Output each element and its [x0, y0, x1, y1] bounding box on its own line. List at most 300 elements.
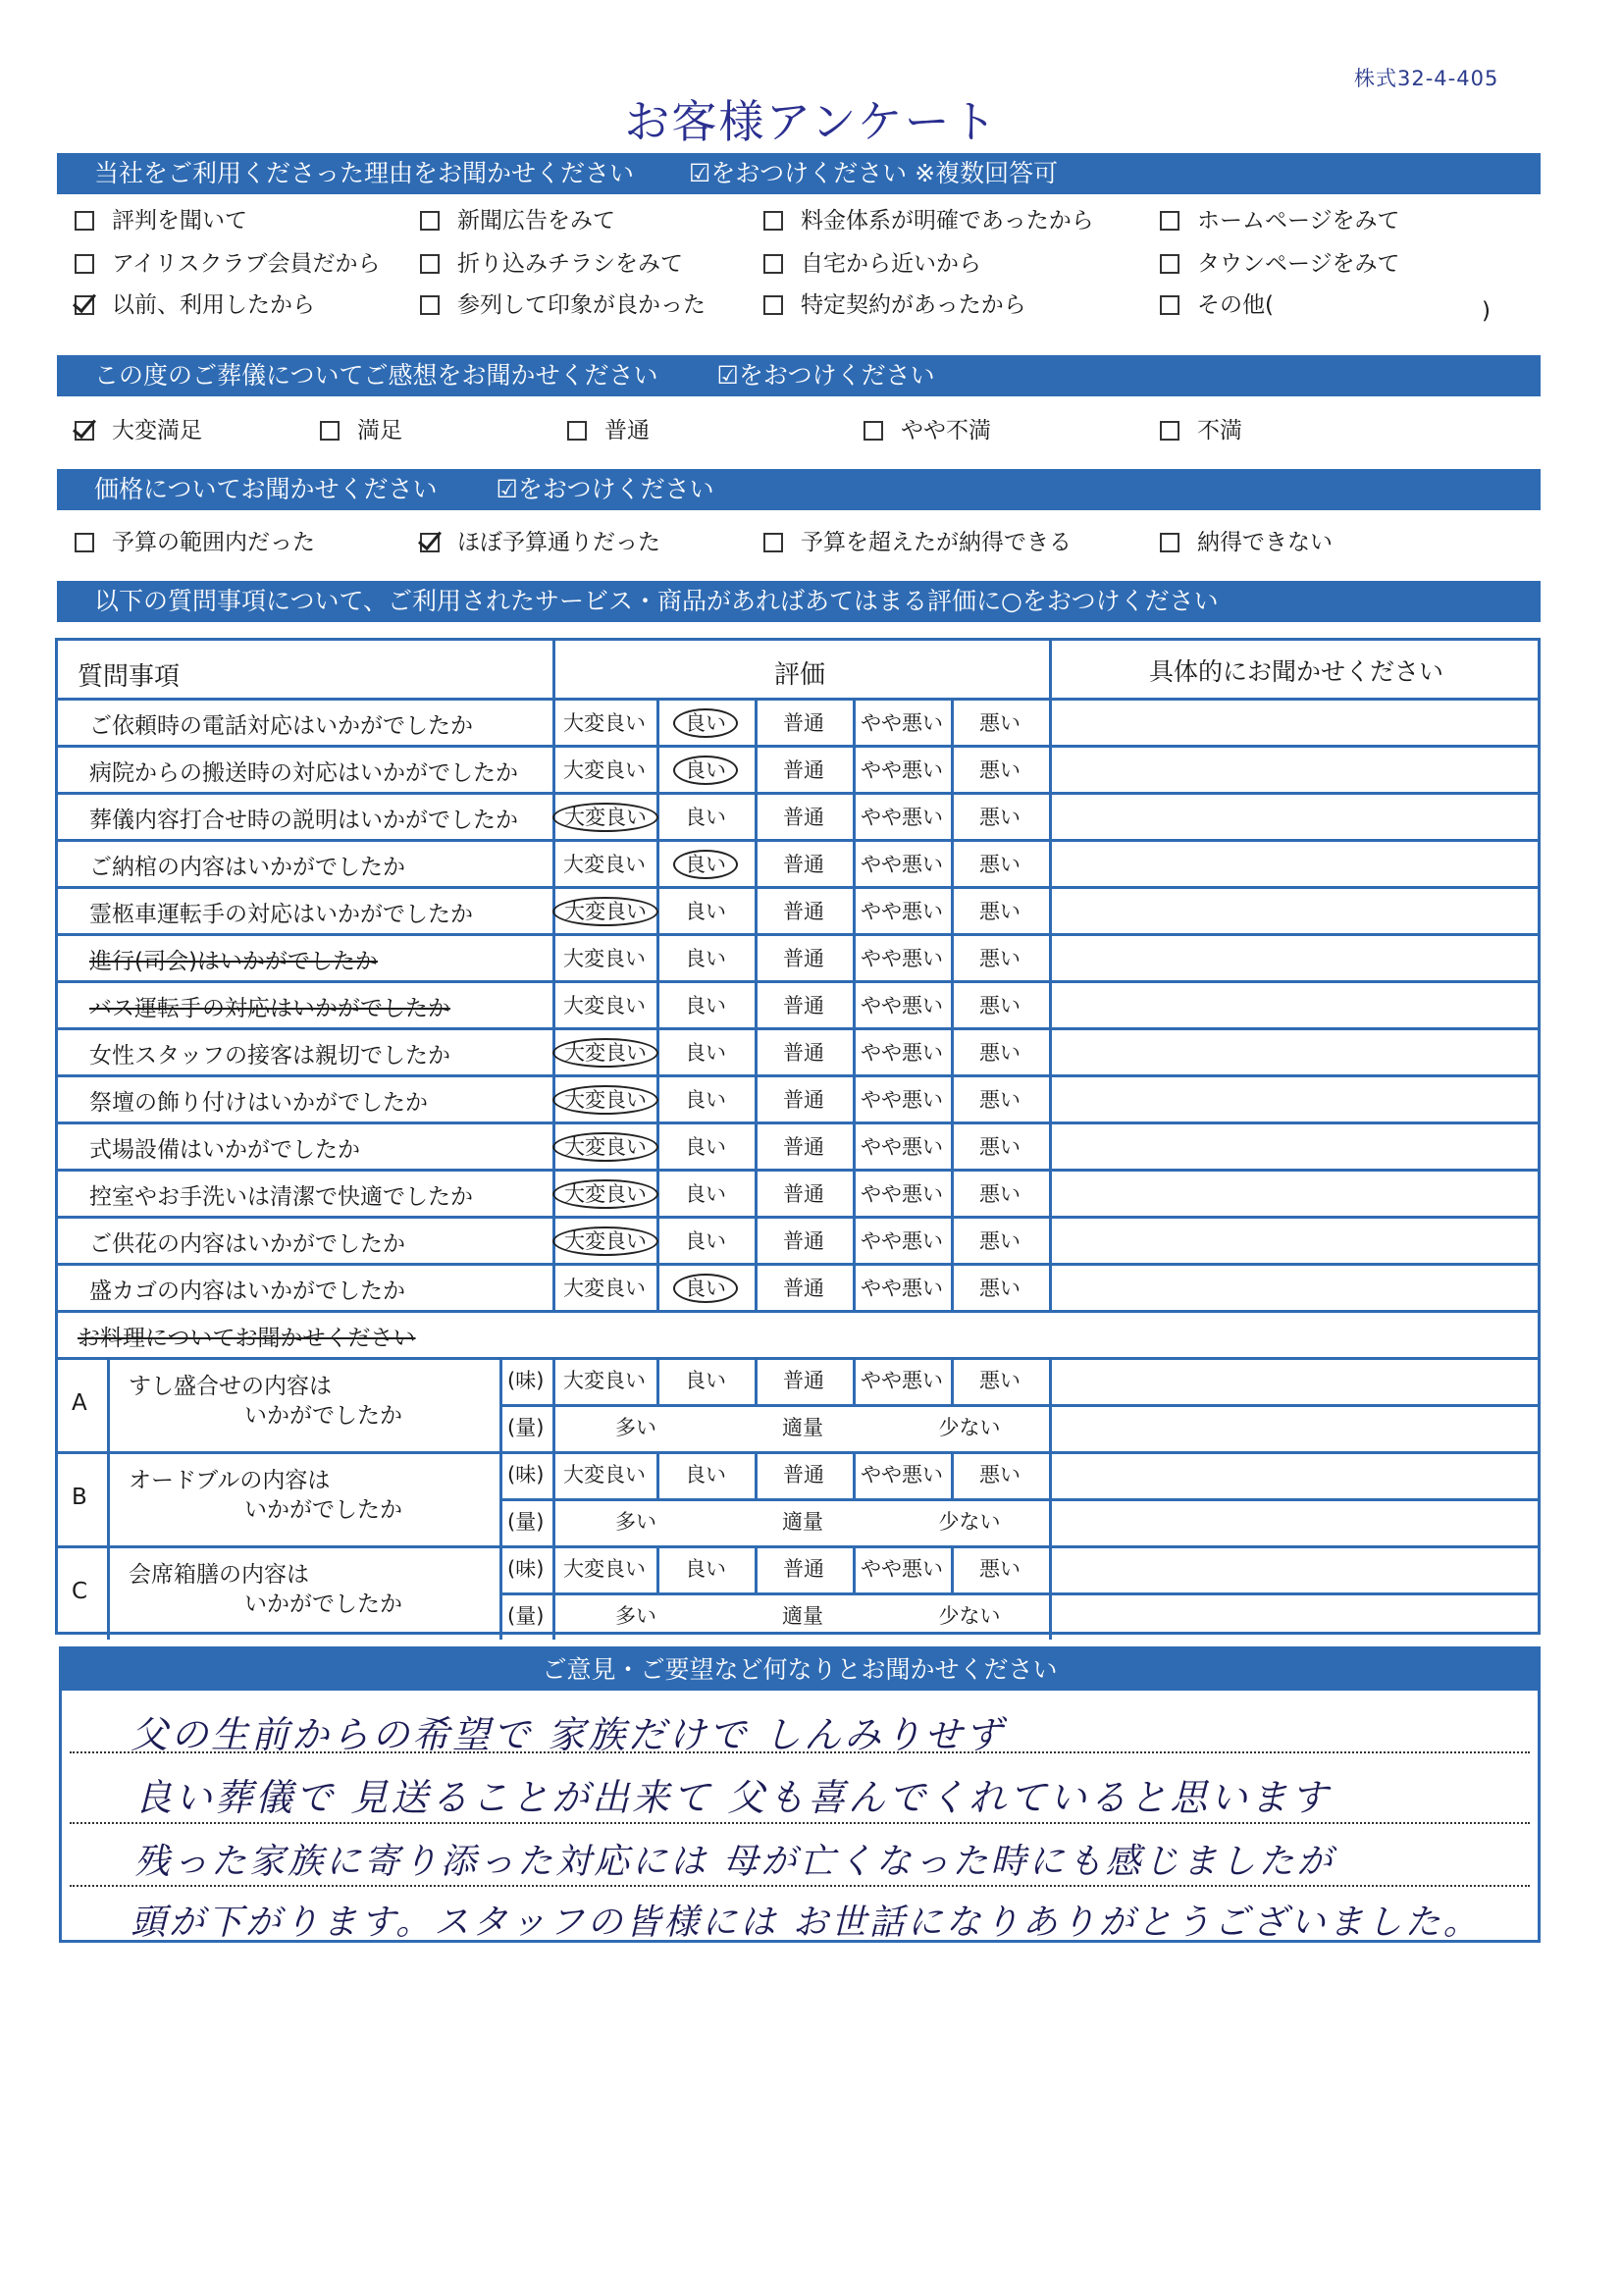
food-question: オードブルの内容は	[129, 1468, 331, 1493]
rating-cell[interactable]	[853, 802, 951, 831]
rating-option[interactable]: やや悪い	[861, 1277, 943, 1300]
rating-cell[interactable]	[853, 1273, 951, 1302]
impression-option[interactable]	[1160, 416, 1242, 445]
rating-cell[interactable]	[656, 896, 755, 925]
rating-cell[interactable]	[951, 802, 1049, 831]
question-text: 進行(司会)はいかがでしたか	[89, 949, 378, 974]
rating-cell[interactable]	[755, 896, 853, 925]
rating-option[interactable]: 悪い	[979, 1229, 1021, 1253]
rating-cell[interactable]	[853, 1084, 951, 1114]
rating-cell[interactable]	[552, 896, 656, 925]
checkbox[interactable]	[75, 254, 94, 274]
rating-cell[interactable]	[755, 943, 853, 972]
table-rule	[499, 1498, 1538, 1501]
rating-cell[interactable]	[951, 707, 1049, 737]
checkbox-label: やや不満	[901, 418, 991, 444]
table-rule	[1049, 641, 1052, 1310]
table-rule	[58, 1216, 1538, 1219]
services-header-text: 以下の質問事項について、ご利用されたサービス・商品があればあてはまる評価に○をおつけください	[94, 587, 1219, 615]
rating-cell[interactable]	[552, 802, 656, 831]
food-letter: C	[72, 1579, 88, 1604]
checkbox[interactable]	[864, 421, 883, 441]
rating-cell[interactable]	[853, 1178, 951, 1208]
rating-cell[interactable]	[552, 849, 656, 878]
rating-cell[interactable]	[755, 849, 853, 878]
table-rule	[499, 1357, 502, 1640]
taste-option[interactable]: 大変良い	[563, 1463, 646, 1487]
rating-cell[interactable]	[552, 990, 656, 1019]
rating-option[interactable]: 悪い	[979, 853, 1021, 876]
table-rule	[107, 1357, 110, 1640]
rating-option[interactable]: 良い	[685, 806, 726, 829]
reason-option[interactable]	[1160, 290, 1274, 320]
table-rule	[58, 1357, 1538, 1360]
checkbox[interactable]	[763, 533, 783, 552]
rating-cell[interactable]	[656, 1226, 755, 1255]
table-rule	[58, 1310, 1538, 1313]
rating-cell[interactable]	[853, 1226, 951, 1255]
taste-option[interactable]: 良い	[685, 1369, 726, 1392]
services-header	[57, 581, 1541, 622]
rating-option[interactable]: やや悪い	[861, 900, 943, 923]
rating-option[interactable]: 普通	[783, 1088, 824, 1112]
checkbox-label: その他(	[1197, 292, 1274, 318]
checkbox-label: 納得できない	[1197, 530, 1333, 555]
rating-option[interactable]: 普通	[783, 1277, 824, 1300]
price-option[interactable]	[75, 528, 315, 557]
question-text: 控室やお手洗いは清潔で快適でしたか	[89, 1184, 473, 1210]
question-text: ご依頼時の電話対応はいかがでしたか	[89, 713, 473, 739]
rating-cell[interactable]	[853, 896, 951, 925]
checkbox-label: 評判を聞いて	[112, 208, 247, 234]
rating-option[interactable]: 大変良い	[552, 1179, 658, 1209]
food-letter: A	[72, 1390, 87, 1416]
taste-option[interactable]: 普通	[783, 1463, 824, 1487]
rating-option[interactable]: 大変良い	[563, 711, 646, 735]
question-text: 祭壇の飾り付けはいかがでしたか	[89, 1090, 428, 1116]
price-option[interactable]	[1160, 528, 1333, 557]
table-rule	[58, 1263, 1538, 1266]
checkbox[interactable]	[1160, 421, 1179, 441]
taste-option[interactable]: 悪い	[979, 1463, 1021, 1487]
table-rule	[853, 1545, 856, 1592]
checkbox[interactable]	[420, 295, 440, 315]
checkbox[interactable]	[567, 421, 587, 441]
checkbox-label: 普通	[604, 418, 650, 444]
taste-tag: (味)	[507, 1557, 545, 1581]
food-question-cont: いかがでしたか	[244, 1592, 402, 1617]
rating-option[interactable]: 悪い	[979, 1041, 1021, 1065]
food-question: すし盛合せの内容は	[129, 1374, 332, 1399]
rating-cell[interactable]	[951, 990, 1049, 1019]
price-note: ☑をおつけください	[496, 475, 714, 503]
reason-option[interactable]	[75, 290, 315, 320]
impression-header-text: この度のご葬儀についてご感想をお聞かせください	[94, 361, 658, 390]
checkbox-label: 料金体系が明確であったから	[801, 208, 1094, 234]
table-rule	[58, 1169, 1538, 1172]
reason-option[interactable]	[420, 206, 615, 235]
checkbox-label: 特定契約があったから	[801, 292, 1026, 318]
impression-option[interactable]	[567, 416, 650, 445]
rating-option[interactable]: 良い	[685, 994, 726, 1018]
price-header-text: 価格についてお聞かせください	[94, 475, 438, 503]
checkbox-checked[interactable]	[75, 295, 94, 315]
rating-option[interactable]: 良い	[685, 947, 726, 970]
amount-option[interactable]: 少ない	[938, 1416, 1001, 1439]
table-rule	[58, 839, 1538, 842]
reason-option[interactable]	[763, 249, 981, 279]
reasons-note: ☑をおつけください ※複数回答可	[689, 159, 1059, 187]
rating-cell[interactable]	[656, 1273, 755, 1302]
amount-option[interactable]: 少ない	[938, 1604, 1001, 1628]
checkbox[interactable]	[420, 254, 440, 274]
rating-cell[interactable]	[755, 990, 853, 1019]
rating-cell[interactable]	[656, 990, 755, 1019]
rating-option[interactable]: 普通	[783, 1135, 824, 1159]
rating-cell[interactable]	[656, 802, 755, 831]
checkbox-checked[interactable]	[420, 533, 440, 552]
taste-option[interactable]: 普通	[783, 1557, 824, 1581]
question-text: ご供花の内容はいかがでしたか	[89, 1231, 405, 1257]
rating-cell[interactable]	[951, 896, 1049, 925]
rating-cell[interactable]	[951, 943, 1049, 972]
rating-cell[interactable]	[656, 849, 755, 878]
rating-cell[interactable]	[951, 1273, 1049, 1302]
rating-cell[interactable]	[755, 707, 853, 737]
checkbox-label: 予算を超えたが納得できる	[801, 530, 1072, 555]
table-rule	[853, 1357, 856, 1404]
rating-option[interactable]: 良い	[685, 900, 726, 923]
table-rule	[552, 1357, 555, 1640]
impression-note: ☑をおつけください	[716, 361, 935, 390]
rating-option[interactable]: 大変良い	[552, 803, 658, 832]
reason-option[interactable]	[420, 249, 683, 279]
rating-option[interactable]: 普通	[783, 1041, 824, 1065]
amount-tag: (量)	[507, 1510, 545, 1534]
rating-option[interactable]: 良い	[685, 1088, 726, 1112]
comment-rule	[70, 1885, 1530, 1887]
rating-cell[interactable]	[853, 849, 951, 878]
checkbox[interactable]	[420, 211, 440, 231]
rating-option[interactable]: 悪い	[979, 994, 1021, 1018]
rating-cell[interactable]	[656, 1131, 755, 1161]
table-rule	[58, 1122, 1538, 1124]
table-rule	[58, 792, 1538, 795]
rating-cell[interactable]	[951, 1084, 1049, 1114]
checkbox-label: ホームページをみて	[1197, 208, 1400, 234]
table-rule	[1049, 1357, 1052, 1640]
question-text: 盛カゴの内容はいかがでしたか	[89, 1278, 405, 1304]
table-rule	[951, 1451, 954, 1498]
table-rule	[853, 1451, 856, 1498]
rating-option[interactable]: やや悪い	[861, 1135, 943, 1159]
rating-option[interactable]: 良い	[673, 708, 738, 738]
food-question-cont: いかがでしたか	[244, 1497, 402, 1523]
question-text: 女性スタッフの接客は親切でしたか	[89, 1043, 450, 1069]
food-letter: B	[72, 1485, 87, 1510]
checkbox[interactable]	[1160, 254, 1179, 274]
rating-option[interactable]: やや悪い	[861, 1229, 943, 1253]
rating-cell[interactable]	[552, 1273, 656, 1302]
checkbox[interactable]	[1160, 211, 1179, 231]
rating-option[interactable]: 良い	[685, 1135, 726, 1159]
rating-option[interactable]: 大変良い	[552, 1226, 658, 1256]
checkbox-checked[interactable]	[75, 421, 94, 441]
rating-option[interactable]: 普通	[783, 806, 824, 829]
table-rule	[58, 1451, 1538, 1454]
rating-cell[interactable]	[656, 1084, 755, 1114]
other-close-paren: )	[1482, 298, 1491, 324]
reason-option[interactable]	[75, 206, 247, 235]
rating-cell[interactable]	[853, 755, 951, 784]
table-rule	[656, 1545, 659, 1592]
rating-cell[interactable]	[552, 707, 656, 737]
rating-option[interactable]: 良い	[673, 850, 738, 879]
reason-option[interactable]	[75, 249, 380, 279]
food-question-cont: いかがでしたか	[244, 1403, 402, 1429]
checkbox-label: ほぼ予算通りだった	[457, 530, 660, 555]
rating-cell[interactable]	[853, 1037, 951, 1067]
comment-line-4: 頭が下がります。スタッフの皆様には お世話になりありがとうございました。	[131, 1903, 1482, 1943]
rating-cell[interactable]	[951, 849, 1049, 878]
amount-option[interactable]: 多い	[615, 1416, 656, 1439]
rating-option[interactable]: 良い	[673, 756, 738, 785]
checkbox-label: 折り込みチラシをみて	[457, 251, 683, 277]
rating-option[interactable]: 大変良い	[563, 1277, 646, 1300]
reason-option[interactable]	[763, 290, 1026, 320]
rating-cell[interactable]	[951, 1178, 1049, 1208]
col-header-question: 質問事項	[78, 662, 181, 692]
rating-option[interactable]: 普通	[783, 758, 824, 782]
table-rule	[755, 1357, 758, 1404]
checkbox-label: 予算の範囲内だった	[112, 530, 315, 555]
rating-option[interactable]: 大変良い	[563, 994, 646, 1018]
rating-option[interactable]: やや悪い	[861, 947, 943, 970]
checkbox-label: 満足	[357, 418, 402, 444]
rating-option[interactable]: 大変良い	[563, 758, 646, 782]
price-option[interactable]	[763, 528, 1072, 557]
rating-cell[interactable]	[755, 1131, 853, 1161]
rating-option[interactable]: 悪い	[979, 758, 1021, 782]
rating-cell[interactable]	[951, 1131, 1049, 1161]
food-section-title: お料理についてお聞かせください	[78, 1326, 416, 1351]
rating-cell[interactable]	[656, 943, 755, 972]
rating-option[interactable]: やや悪い	[861, 758, 943, 782]
rating-cell[interactable]	[552, 755, 656, 784]
rating-option[interactable]: やや悪い	[861, 853, 943, 876]
checkbox[interactable]	[763, 295, 783, 315]
rating-option[interactable]: 悪い	[979, 900, 1021, 923]
comment-line-2: 良い葬儀で 見送ることが出来て 父も喜んでくれていると思います	[134, 1776, 1332, 1819]
rating-option[interactable]: 大変良い	[563, 853, 646, 876]
table-rule	[951, 1545, 954, 1592]
amount-tag: (量)	[507, 1416, 545, 1439]
table-rule	[552, 641, 555, 1310]
checkbox-label: 不満	[1197, 418, 1242, 444]
rating-cell[interactable]	[656, 707, 755, 737]
rating-option[interactable]: 大変良い	[552, 1132, 658, 1162]
rating-option[interactable]: やや悪い	[861, 1041, 943, 1065]
rating-cell[interactable]	[853, 990, 951, 1019]
rating-cell[interactable]	[951, 1037, 1049, 1067]
checkbox[interactable]	[1160, 533, 1179, 552]
rating-cell[interactable]	[951, 755, 1049, 784]
question-text: 霊柩車運転手の対応はいかがでしたか	[89, 902, 473, 927]
rating-option[interactable]: 普通	[783, 1182, 824, 1206]
reason-option[interactable]	[420, 290, 706, 320]
rating-cell[interactable]	[552, 1037, 656, 1067]
rating-option[interactable]: やや悪い	[861, 994, 943, 1018]
rating-option[interactable]: 普通	[783, 900, 824, 923]
rating-option[interactable]: 大変良い	[563, 947, 646, 970]
checkbox-label: 以前、利用したから	[112, 292, 315, 318]
table-rule	[58, 745, 1538, 748]
rating-option[interactable]: やや悪い	[861, 711, 943, 735]
taste-option[interactable]: 良い	[685, 1557, 726, 1581]
amount-option[interactable]: 適量	[782, 1510, 823, 1534]
comment-line-1: 父の生前からの希望で 家族だけで しんみりせず	[131, 1713, 1006, 1756]
taste-option[interactable]: やや悪い	[861, 1557, 943, 1581]
impression-header	[57, 355, 1541, 396]
checkbox-label: 参列して印象が良かった	[457, 292, 706, 318]
table-rule	[58, 1027, 1538, 1030]
checkbox[interactable]	[320, 421, 340, 441]
impression-option[interactable]	[864, 416, 991, 445]
table-rule	[58, 933, 1538, 936]
taste-option[interactable]: 大変良い	[563, 1557, 646, 1581]
price-header	[57, 469, 1541, 510]
rating-option[interactable]: 良い	[685, 1041, 726, 1065]
col-header-detail: 具体的にお聞かせください	[1149, 657, 1444, 686]
amount-option[interactable]: 多い	[615, 1604, 656, 1628]
rating-option[interactable]: 良い	[685, 1182, 726, 1206]
form-id: 株式32-4-405	[1354, 67, 1499, 90]
rating-cell[interactable]	[853, 1131, 951, 1161]
table-rule	[499, 1404, 1538, 1407]
taste-tag: (味)	[507, 1463, 545, 1487]
amount-option[interactable]: 適量	[782, 1416, 823, 1439]
checkbox-label: 自宅から近いから	[801, 251, 981, 277]
rating-cell[interactable]	[755, 1178, 853, 1208]
table-rule	[58, 886, 1538, 889]
rating-option[interactable]: 悪い	[979, 711, 1021, 735]
rating-cell[interactable]	[656, 755, 755, 784]
table-rule	[656, 1451, 659, 1498]
rating-cell[interactable]	[552, 1131, 656, 1161]
rating-option[interactable]: 悪い	[979, 947, 1021, 970]
taste-option[interactable]: 普通	[783, 1369, 824, 1392]
rating-cell[interactable]	[552, 1084, 656, 1114]
rating-option[interactable]: 悪い	[979, 806, 1021, 829]
rating-option[interactable]: 悪い	[979, 1277, 1021, 1300]
amount-option[interactable]: 適量	[782, 1604, 823, 1628]
rating-option[interactable]: 普通	[783, 1229, 824, 1253]
checkbox[interactable]	[1160, 295, 1179, 315]
question-text: 式場設備はいかがでしたか	[89, 1137, 360, 1163]
table-rule	[656, 1357, 659, 1404]
rating-option[interactable]: 普通	[783, 853, 824, 876]
rating-cell[interactable]	[951, 1226, 1049, 1255]
rating-cell[interactable]	[552, 1226, 656, 1255]
rating-option[interactable]: やや悪い	[861, 1088, 943, 1112]
reason-option[interactable]	[1160, 249, 1400, 279]
checkbox[interactable]	[75, 211, 94, 231]
rating-option[interactable]: 大変良い	[552, 897, 658, 926]
rating-option[interactable]: 悪い	[979, 1135, 1021, 1159]
rating-option[interactable]: 良い	[685, 1229, 726, 1253]
rating-option[interactable]: やや悪い	[861, 1182, 943, 1206]
evaluation-table	[55, 638, 1541, 1635]
rating-cell[interactable]	[552, 1178, 656, 1208]
checkbox-label: アイリスクラブ会員だから	[112, 251, 381, 277]
impression-option[interactable]	[75, 416, 202, 445]
question-text: 病院からの搬送時の対応はいかがでしたか	[89, 760, 518, 786]
rating-cell[interactable]	[755, 802, 853, 831]
rating-cell[interactable]	[755, 1084, 853, 1114]
reasons-header-text: 当社をご利用くださった理由をお聞かせください	[94, 159, 635, 187]
taste-option[interactable]: 悪い	[979, 1557, 1021, 1581]
rating-option[interactable]: 悪い	[979, 1182, 1021, 1206]
table-rule	[755, 1545, 758, 1592]
rating-option[interactable]: 普通	[783, 947, 824, 970]
impression-option[interactable]	[320, 416, 402, 445]
rating-cell[interactable]	[552, 943, 656, 972]
rating-option[interactable]: 大変良い	[552, 1038, 658, 1068]
table-rule	[58, 1545, 1538, 1548]
rating-option[interactable]: 良い	[673, 1274, 738, 1303]
taste-tag: (味)	[507, 1369, 545, 1392]
checkbox-label: 大変満足	[112, 418, 202, 444]
amount-option[interactable]: 少ない	[938, 1510, 1001, 1534]
rating-option[interactable]: 大変良い	[552, 1085, 658, 1115]
checkbox[interactable]	[763, 211, 783, 231]
taste-option[interactable]: 良い	[685, 1463, 726, 1487]
taste-option[interactable]: 大変良い	[563, 1369, 646, 1392]
rating-cell[interactable]	[755, 1037, 853, 1067]
rating-cell[interactable]	[656, 1037, 755, 1067]
amount-option[interactable]: 多い	[615, 1510, 656, 1534]
table-rule	[499, 1592, 1538, 1595]
table-rule	[58, 698, 1538, 701]
checkbox[interactable]	[75, 533, 94, 552]
rating-cell[interactable]	[853, 707, 951, 737]
reason-option[interactable]	[1160, 206, 1400, 235]
amount-tag: (量)	[507, 1604, 545, 1628]
taste-option[interactable]: 悪い	[979, 1369, 1021, 1392]
rating-option[interactable]: 普通	[783, 994, 824, 1018]
rating-cell[interactable]	[755, 1226, 853, 1255]
rating-option[interactable]: 悪い	[979, 1088, 1021, 1112]
rating-option[interactable]: 普通	[783, 711, 824, 735]
question-text: 葬儀内容打合せ時の説明はいかがでしたか	[89, 808, 518, 833]
rating-cell[interactable]	[755, 755, 853, 784]
table-rule	[951, 1357, 954, 1404]
rating-cell[interactable]	[755, 1273, 853, 1302]
rating-cell[interactable]	[853, 943, 951, 972]
table-rule	[755, 1451, 758, 1498]
price-option[interactable]	[420, 528, 660, 557]
comments-box	[59, 1646, 1541, 1943]
question-text: バス運転手の対応はいかがでしたか	[89, 996, 450, 1021]
reason-option[interactable]	[763, 206, 1094, 235]
taste-option[interactable]: やや悪い	[861, 1369, 943, 1392]
table-rule	[58, 980, 1538, 983]
rating-option[interactable]: やや悪い	[861, 806, 943, 829]
comment-line-3: 残った家族に寄り添った対応には 母が亡くなった時にも感じましたが	[134, 1842, 1335, 1882]
checkbox[interactable]	[763, 254, 783, 274]
rating-cell[interactable]	[656, 1178, 755, 1208]
taste-option[interactable]: やや悪い	[861, 1463, 943, 1487]
